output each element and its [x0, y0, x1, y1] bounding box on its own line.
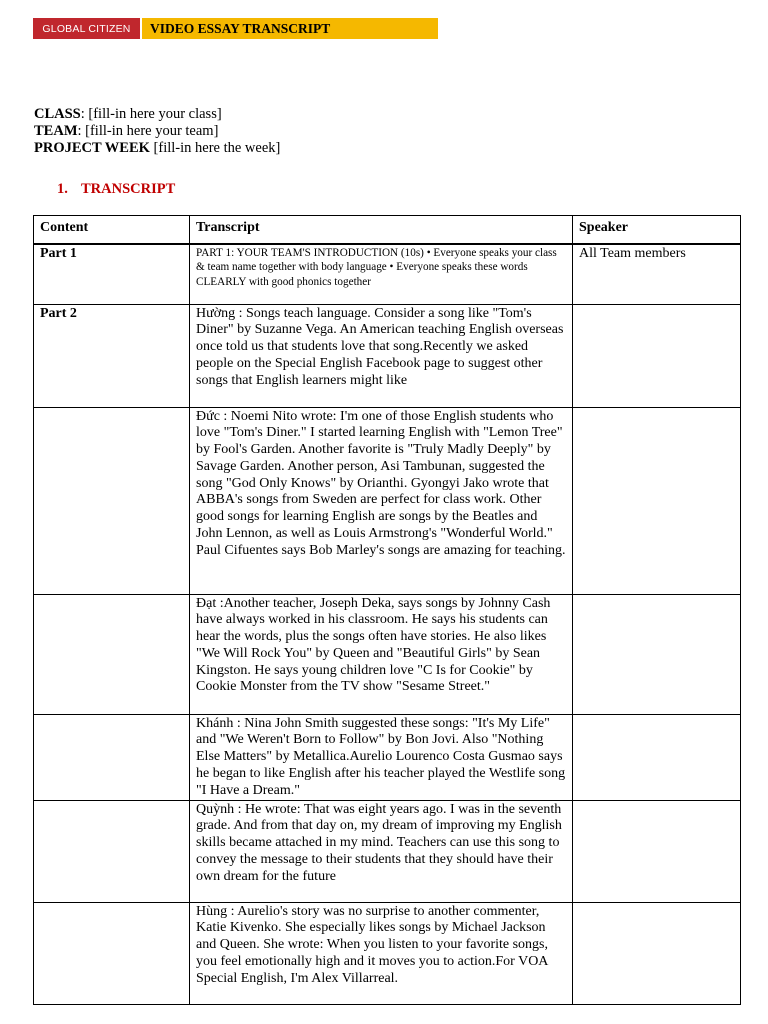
document-title: VIDEO ESSAY TRANSCRIPT — [142, 18, 438, 39]
row-transcript: Quỳnh : He wrote: That was eight years ago. I was in the seventh grade. And from that day on, my dream of improving my English skills became attached in my mind. Teachers can use this song to convey the message to their students that they should have their own dream for the future — [190, 800, 573, 902]
row-content — [34, 594, 190, 714]
row-content — [34, 800, 190, 902]
table-row — [34, 244, 741, 304]
header-transcript: Transcript — [190, 216, 573, 245]
table-header-row — [34, 216, 741, 245]
team-line — [34, 123, 280, 140]
class-line — [34, 106, 280, 123]
row-speaker: All Team members — [573, 244, 741, 304]
table-row — [34, 304, 741, 407]
table-row — [34, 594, 741, 714]
section-heading — [57, 181, 175, 198]
class-label: CLASS — [34, 106, 81, 122]
brand-logo: GLOBAL CITIZEN — [33, 18, 142, 39]
row-transcript: Hường : Songs teach language. Consider a song like "Tom's Diner" by Suzanne Vega. An American teaching English overseas once told us that students love that song.Recently we asked people on the Special English Facebook page to suggest other songs that English learners might like — [190, 304, 573, 407]
row-transcript: Đạt :Another teacher, Joseph Deka, says songs by Johnny Cash have always worked in his classroom. He says his students can hear the words, plus the songs often have stories. He also likes "We Will Rock You" by Queen and "Beautiful Girls" by Sean Kingston. He says young children love "C Is for Cookie" by Cookie Monster from the TV show "Sesame Street." — [190, 594, 573, 714]
document-meta — [34, 106, 280, 157]
section-number: 1. — [57, 181, 68, 197]
table-row — [34, 902, 741, 1004]
class-value: : [fill-in here your class] — [80, 106, 222, 122]
row-transcript: Đức : Noemi Nito wrote: I'm one of those English students who love "Tom's Diner." I started learning English with "Lemon Tree" by Fool's Garden. Another favorite is "Truly Madly Deeply" by Savage Garden. Another person, Asi Tambunan, suggested the song "God Only Knows" by Orianthi. Gyongyi Jako wrote that ABBA's songs from Sweden are perfect for class work. Other good songs for learning English are songs by the Beatles and John Lennon, as well as Louis Armstrong's "Wonderful World." Paul Cifuentes says Bob Marley's songs are amazing for teaching. — [190, 407, 573, 594]
row-transcript: PART 1: YOUR TEAM'S INTRODUCTION (10s) • Everyone speaks your class & team name together with body language • Everyone speaks these words CLEARLY with good phonics together — [190, 244, 573, 304]
header-speaker: Speaker — [573, 216, 741, 245]
week-line — [34, 140, 280, 157]
table-row — [34, 407, 741, 594]
table-row — [34, 800, 741, 902]
header-content: Content — [34, 216, 190, 245]
row-speaker — [573, 714, 741, 800]
row-speaker — [573, 800, 741, 902]
row-speaker — [573, 902, 741, 1004]
week-value: [fill-in here the week] — [149, 140, 281, 156]
table-row — [34, 714, 741, 800]
section-title: TRANSCRIPT — [81, 181, 176, 197]
row-speaker — [573, 407, 741, 594]
row-transcript: Khánh : Nina John Smith suggested these songs: "It's My Life" and "We Weren't Born to Follow" by Bon Jovi. Also "Nothing Else Matters" by Metallica.Aurelio Lourenco Costa Gusmao says he began to like English after his teacher played the Westlife song "I Have a Dream." — [190, 714, 573, 800]
week-label: PROJECT WEEK — [34, 140, 150, 156]
row-speaker — [573, 594, 741, 714]
team-label: TEAM — [34, 123, 78, 139]
document-header — [33, 18, 438, 39]
transcript-table — [33, 215, 741, 1005]
row-content: Part 2 — [34, 304, 190, 407]
row-transcript: Hùng : Aurelio's story was no surprise to another commenter, Katie Kivenko. She especially likes songs by Michael Jackson and Queen. She wrote: When you listen to your favorite songs, you feel emotionally high and it moves you to action.For VOA Special English, I'm Alex Villarreal. — [190, 902, 573, 1004]
row-content — [34, 407, 190, 594]
row-content: Part 1 — [34, 244, 190, 304]
team-value: : [fill-in here your team] — [77, 123, 219, 139]
row-content — [34, 714, 190, 800]
row-content — [34, 902, 190, 1004]
row-speaker — [573, 304, 741, 407]
